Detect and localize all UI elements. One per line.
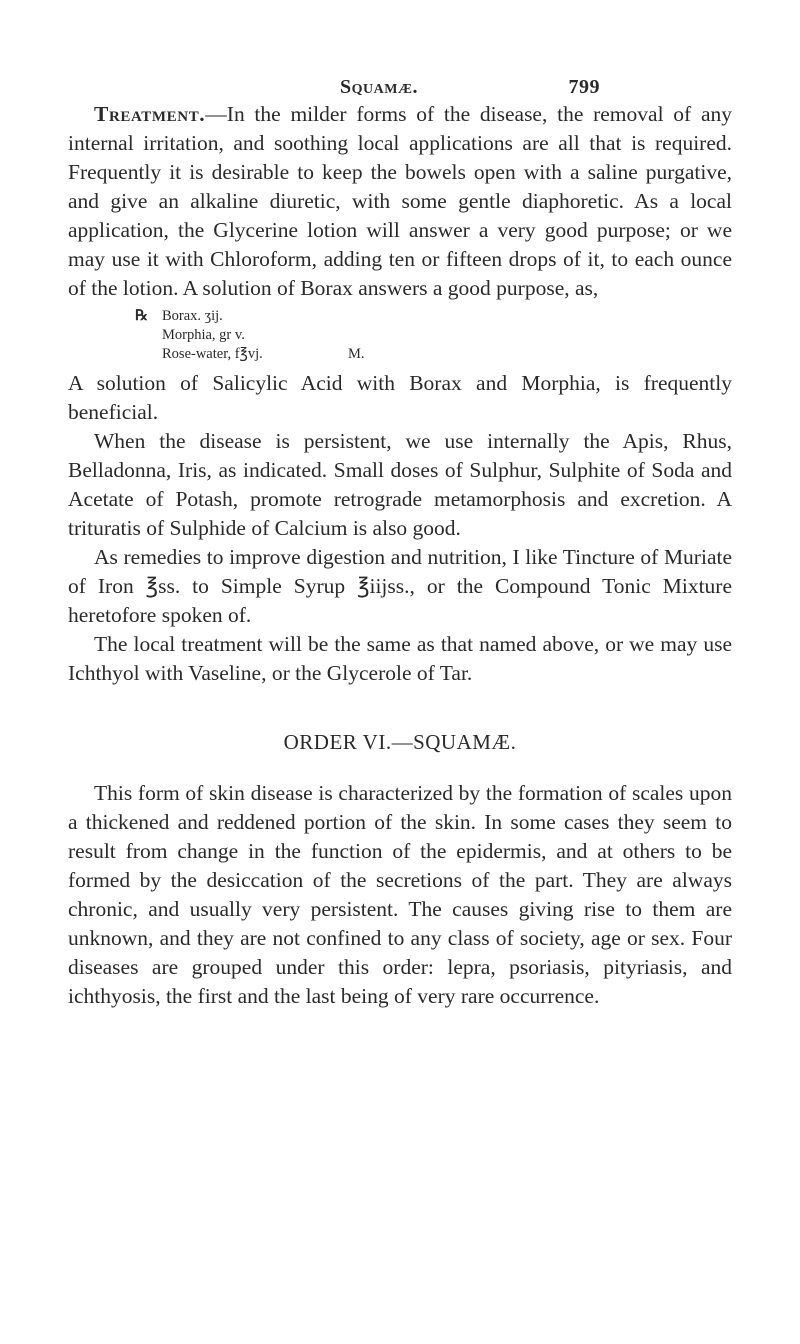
order-paragraph: This form of skin disease is characterized by the formation of scales upon a thickened and reddened portion of the skin. In some cases they seem to result from change in the function of the epidermis, and at others to be formed by the desiccation of the secretions of the part. They are always chronic, and usually very persistent. The causes giving rise to them are unknown, and they are not confined to any class of society, age or sex. Four diseases are grouped under this order: lepra, psoriasis, pityriasis, and ichthyosis, the first and the last being of very rare occurrence. xyxy=(68,781,732,1008)
paragraph: When the disease is persistent, we use internally the Apis, Rhus, Belladonna, Iris, as indicated. Small doses of Sulphur, Sulphite of Soda and Acetate of Potash, promote retrograde metamorphosis and excretion. A trituratis of Sulphide of Calcium is also good. xyxy=(68,429,732,540)
prescription-ingredient: Borax. ʒij. xyxy=(162,308,223,324)
rx-symbol: ℞ xyxy=(135,308,148,324)
prescription-ingredient: Rose-water, f℥vj. xyxy=(162,346,263,362)
running-head-title: Squamæ. xyxy=(340,76,418,98)
body-text xyxy=(68,100,732,1011)
treatment-heading: Treatment. xyxy=(94,102,206,126)
treatment-text: —In the milder forms of the disease, the removal of any internal irritation, and soothing local applications are all that is required. Frequently it is desirable to keep the bowels open with a saline purgative, and give an alkaline diuretic, with some gentle diaphoretic. As a local application, the Glycerine lotion will answer a very good purpose; or we may use it with Chloroform, adding ten or fifteen drops of it, to each ounce of the lotion. A solution of Borax answers a good purpose, as, xyxy=(68,102,732,300)
page-number: 799 xyxy=(568,76,600,98)
paragraph: As remedies to improve digestion and nutrition, I like Tincture of Muriate of Iron ℥ss. to Simple Syrup ℥iijss., or the Compound Tonic Mixture heretofore spoken of. xyxy=(68,545,732,627)
section-heading: ORDER VI.—SQUAMÆ. xyxy=(283,730,517,754)
treatment-paragraph xyxy=(68,100,732,303)
prescription xyxy=(68,307,732,367)
prescription-misce: M. xyxy=(348,346,365,362)
paragraph: The local treatment will be the same as that named above, or we may use Ichthyol with Vaseline, or the Glycerole of Tar. xyxy=(68,632,732,685)
prescription-ingredient: Morphia, gr v. xyxy=(162,327,245,343)
paragraph: A solution of Salicylic Acid with Borax and Morphia, is frequently beneficial. xyxy=(68,371,732,424)
